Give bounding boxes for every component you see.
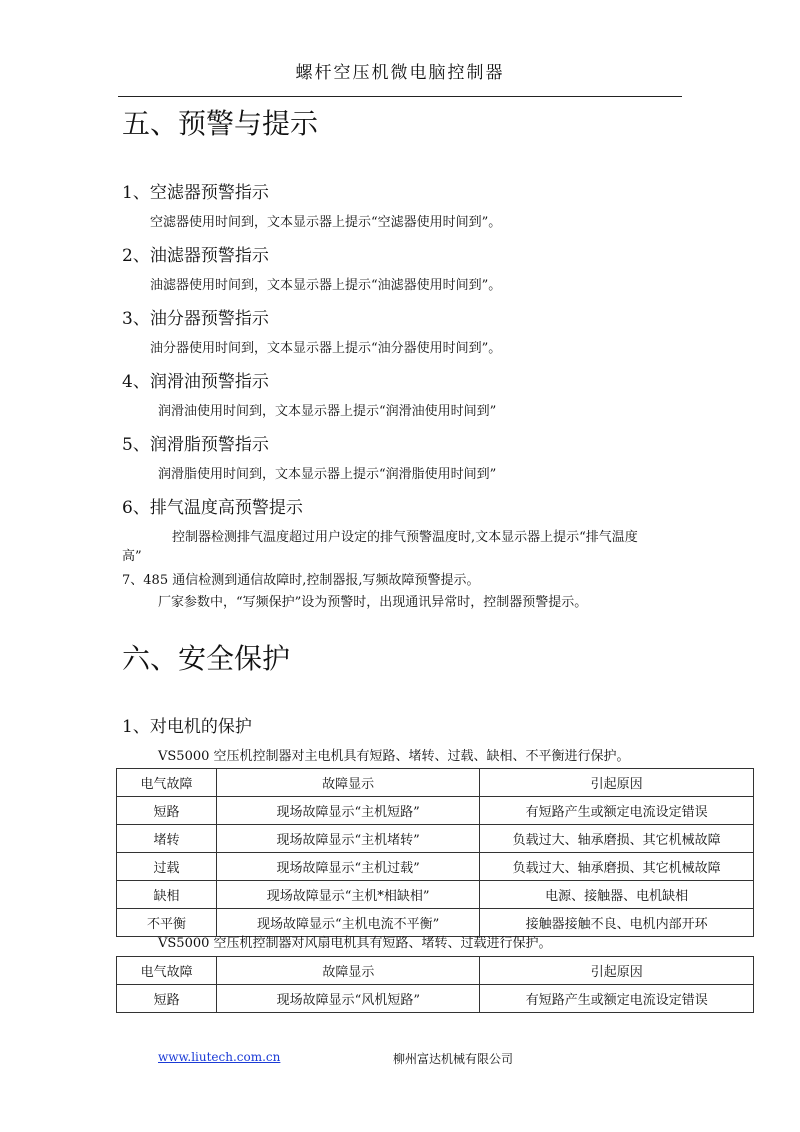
table-row [117,909,754,937]
table-cell: 不平衡 [117,909,217,937]
table-cell: 电源、接触器、电机缺相 [480,881,754,909]
running-header: 螺杆空压机微电脑控制器 [295,63,505,83]
table-cell: 现场故障显示“主机短路” [217,797,480,825]
table-cell: 负载过大、轴承磨损、其它机械故障 [480,825,754,853]
item-3-heading: 3、油分器预警指示 [122,309,269,329]
header-cell: 故障显示 [217,769,480,797]
header-cell: 引起原因 [480,769,754,797]
header-rule [118,96,682,97]
item-2-heading: 2、油滤器预警指示 [122,246,269,266]
table-cell: 短路 [117,797,217,825]
item-6-text-line2: 高” [122,549,142,564]
table-header-row [117,769,754,797]
header-cell: 电气故障 [117,769,217,797]
table-cell: 缺相 [117,881,217,909]
fan-motor-fault-table [116,956,754,1013]
fan-motor-intro: VS5000 空压机控制器对风扇电机具有短路、堵转、过载进行保护。 [158,936,552,951]
item-4-text: 润滑油使用时间到，文本显示器上提示“润滑油使用时间到” [158,404,497,419]
item-7-text: 7、485 通信检测到通信故障时,控制器报,写频故障预警提示。 [122,573,480,588]
table-row [117,825,754,853]
header-cell: 引起原因 [480,957,754,985]
table-row [117,853,754,881]
table-row [117,797,754,825]
item-1-text: 空滤器使用时间到，文本显示器上提示“空滤器使用时间到”。 [150,215,502,230]
table-cell: 有短路产生或额定电流设定错误 [480,797,754,825]
table-cell: 负载过大、轴承磨损、其它机械故障 [480,853,754,881]
item-1-heading: 1、空滤器预警指示 [122,183,269,203]
item-5-heading: 5、润滑脂预警指示 [122,435,269,455]
item-6-text-line1: 控制器检测排气温度超过用户设定的排气预警温度时,文本显示器上提示“排气温度 [172,530,638,545]
table-cell: 现场故障显示“风机短路” [217,985,480,1013]
main-motor-fault-table [116,768,754,937]
table-row [117,985,754,1013]
website-link[interactable]: www.liutech.com.cn [158,1050,281,1064]
item-2-text: 油滤器使用时间到，文本显示器上提示“油滤器使用时间到”。 [150,278,502,293]
table-header-row [117,957,754,985]
item-4-heading: 4、润滑油预警指示 [122,372,269,392]
section-6-title: 六、安全保护 [122,642,291,675]
item-6-heading: 6、排气温度高预警提示 [122,498,303,518]
section-5-title: 五、预警与提示 [122,107,319,140]
main-motor-intro: VS5000 空压机控制器对主电机具有短路、堵转、过载、缺相、不平衡进行保护。 [158,749,630,764]
company-name: 柳州富达机械有限公司 [393,1052,514,1066]
table-cell: 现场故障显示“主机堵转” [217,825,480,853]
table-cell: 有短路产生或额定电流设定错误 [480,985,754,1013]
table-cell: 现场故障显示“主机*相缺相” [217,881,480,909]
table-cell: 短路 [117,985,217,1013]
table-cell: 过载 [117,853,217,881]
table-cell: 堵转 [117,825,217,853]
table-cell: 现场故障显示“主机过载” [217,853,480,881]
table-row [117,881,754,909]
item-5-text: 润滑脂使用时间到，文本显示器上提示“润滑脂使用时间到” [158,467,497,482]
table-cell: 接触器接触不良、电机内部开环 [480,909,754,937]
header-cell: 故障显示 [217,957,480,985]
item-3-text: 油分器使用时间到，文本显示器上提示“油分器使用时间到”。 [150,341,502,356]
table-cell: 现场故障显示“主机电流不平衡” [217,909,480,937]
item-7-note: 厂家参数中，“写频保护”设为预警时，出现通讯异常时，控制器预警提示。 [158,595,588,610]
subsection-motor-protection: 1、对电机的保护 [122,717,252,737]
header-cell: 电气故障 [117,957,217,985]
